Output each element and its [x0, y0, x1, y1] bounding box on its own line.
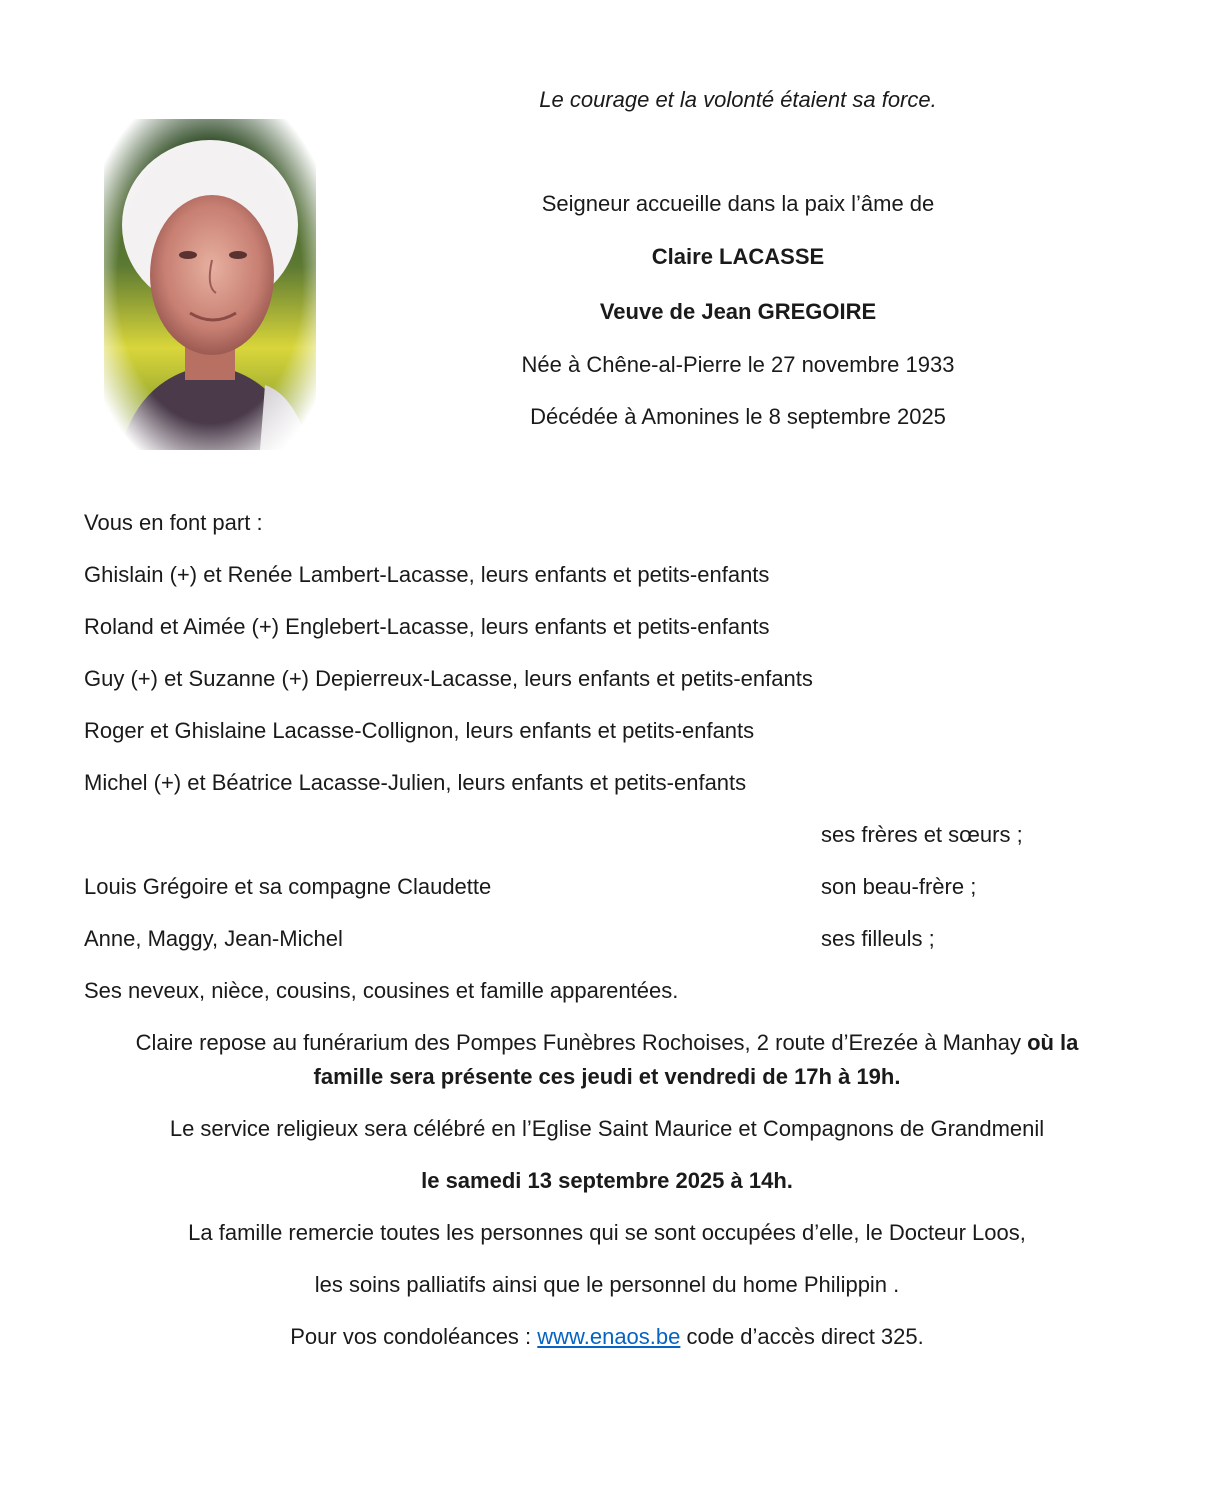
- thanks-line-1: La famille remercie toutes les personnes qui se sont occupées d’elle, le Docteur Loos,: [188, 1220, 1026, 1245]
- condolences-suffix: code d’accès direct 325.: [680, 1324, 924, 1349]
- family-line: Roger et Ghislaine Lacasse-Collignon, leurs enfants et petits-enfants: [84, 718, 755, 743]
- extended-family: Ses neveux, nièce, cousins, cousines et famille apparentées.: [84, 978, 679, 1003]
- family-line: Guy (+) et Suzanne (+) Depierreux-Lacasse, leurs enfants et petits-enfants: [84, 666, 813, 691]
- deceased-name: Claire LACASSE: [651, 244, 825, 269]
- relation-role: son beau-frère ;: [821, 874, 977, 899]
- siblings-label: ses frères et sœurs ;: [821, 822, 1023, 847]
- service-text: Le service religieux sera célébré en l’Eglise Saint Maurice et Compagnons de Grandmenil: [169, 1116, 1045, 1141]
- portrait-photo: [100, 115, 320, 450]
- wake-line-1: [60, 1030, 1154, 1056]
- relation-name: Anne, Maggy, Jean-Michel: [84, 926, 343, 951]
- condolences-line: [60, 1324, 1154, 1350]
- birth-info: Née à Chêne-al-Pierre le 27 novembre 1933: [521, 352, 955, 377]
- announce-label: Vous en font part :: [84, 510, 263, 535]
- wake-text-bold: où la: [1027, 1030, 1079, 1055]
- wake-line-2: famille sera présente ces jeudi et vendredi de 17h à 19h.: [313, 1064, 901, 1089]
- thanks-line-2: les soins palliatifs ainsi que le personnel du home Philippin .: [314, 1272, 900, 1297]
- death-info: Décédée à Amonines le 8 septembre 2025: [530, 404, 946, 429]
- family-line: Roland et Aimée (+) Englebert-Lacasse, leurs enfants et petits-enfants: [84, 614, 770, 639]
- quote: Le courage et la volonté étaient sa force.: [539, 87, 937, 112]
- condolences-prefix: Pour vos condoléances :: [290, 1324, 538, 1349]
- intro-text: Seigneur accueille dans la paix l’âme de: [541, 191, 935, 216]
- family-line: Ghislain (+) et Renée Lambert-Lacasse, leurs enfants et petits-enfants: [84, 562, 770, 587]
- relation-name: Louis Grégoire et sa compagne Claudette: [84, 874, 492, 899]
- relation-role: ses filleuls ;: [821, 926, 935, 951]
- condolences-link[interactable]: www.enaos.be: [537, 1324, 681, 1349]
- family-line: Michel (+) et Béatrice Lacasse-Julien, leurs enfants et petits-enfants: [84, 770, 747, 795]
- wake-text: Claire repose au funérarium des Pompes Funèbres Rochoises, 2 route d’Erezée à Manhay: [135, 1030, 1028, 1055]
- service-date: le samedi 13 septembre 2025 à 14h.: [421, 1168, 793, 1193]
- widow-of: Veuve de Jean GREGOIRE: [599, 299, 877, 324]
